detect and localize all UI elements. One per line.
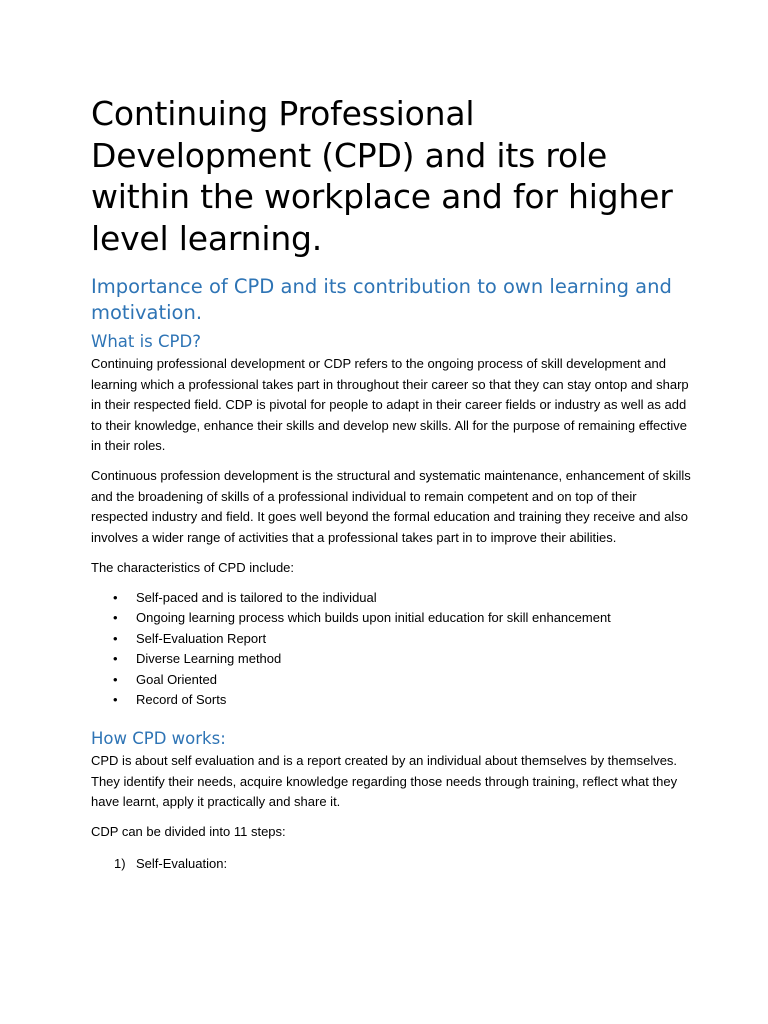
list-item	[91, 629, 691, 649]
paragraph-how-it-works: CPD is about self evaluation and is a report created by an individual about themselves by themselves. They identify their needs, acquire knowledge regarding those needs through training, reflect what they have learnt, apply it practically and share it.	[91, 753, 678, 810]
list-item	[91, 690, 691, 710]
list-item	[91, 588, 691, 608]
characteristics-intro: The characteristics of CPD include:	[91, 559, 295, 575]
bullet-icon: •	[113, 610, 118, 626]
bullet-icon: •	[113, 671, 118, 687]
bullet-icon: •	[113, 590, 118, 605]
list-item-text: Self-paced and is tailored to the individual	[136, 590, 377, 605]
document-page	[91, 93, 691, 874]
how-cpd-works-heading: How CPD works:	[91, 729, 226, 749]
steps-list	[91, 854, 691, 874]
bullet-icon: •	[113, 630, 118, 646]
list-item	[91, 608, 691, 628]
step-number: 1)	[114, 855, 126, 871]
list-item-text: Goal Oriented	[136, 671, 217, 687]
paragraph-definition: Continuing professional development or CDP refers to the ongoing process of skill development and learning which a professional takes part in throughout their career so that they can stay ontop and sharp in their respected field. CDP is pivotal for people to adapt in their career fields or industry as well as add to their knowledge, enhance their skills and develop new skills. All for the purpose of remaining effective in their roles.	[91, 356, 689, 453]
list-item	[91, 854, 691, 874]
paragraph-description: Continuous profession development is the structural and systematic maintenance, enhancement of skills and the broadening of skills of a professional individual to remain competent and on top of their respected industry and field. It goes well beyond the formal education and training they receive and also involves a wider range of activities that a professional takes part in to improve their abilities.	[91, 468, 691, 545]
list-item-text: Self-Evaluation Report	[136, 630, 267, 646]
what-is-cpd-heading: What is CPD?	[91, 332, 201, 351]
list-item-text: Record of Sorts	[136, 692, 227, 708]
list-item-text: Diverse Learning method	[136, 651, 282, 667]
list-item	[91, 649, 691, 669]
document-title: Continuing Professional Development (CPD) and its role within the workplace and for higher level learning.	[91, 94, 673, 258]
list-item	[91, 670, 691, 690]
characteristics-list	[91, 588, 691, 710]
bullet-icon: •	[113, 651, 118, 667]
bullet-icon: •	[113, 692, 118, 708]
list-item-text: Ongoing learning process which builds upon initial education for skill enhancement	[136, 610, 611, 626]
section-heading: Importance of CPD and its contribution to own learning and motivation.	[91, 275, 672, 324]
step-label: Self-Evaluation:	[136, 855, 228, 871]
steps-intro: CDP can be divided into 11 steps:	[91, 824, 286, 840]
